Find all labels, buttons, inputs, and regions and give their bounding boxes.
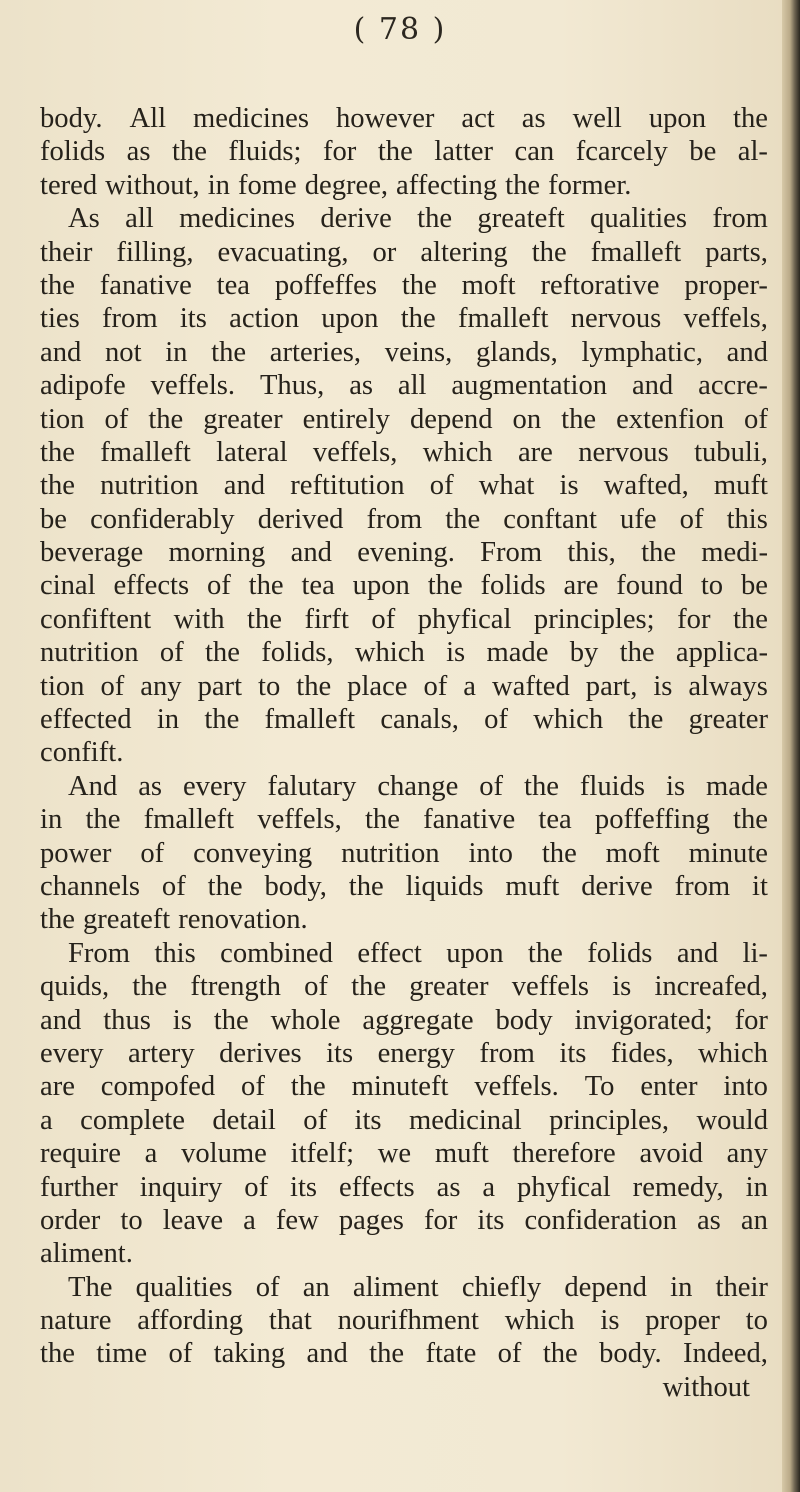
- text-line: the nutrition and reftitution of what is wafted, muft: [40, 470, 768, 502]
- text-line: And as every falutary change of the fluids is made: [68, 770, 768, 802]
- page-number: ( 78 ): [353, 12, 447, 47]
- text-line: quids, the ftrength of the greater veffels is increafed,: [40, 971, 768, 1003]
- text-line: require a volume itfelf; we muft therefore avoid any: [40, 1138, 768, 1170]
- text-line: a complete detail of its medicinal principles, would: [40, 1104, 768, 1136]
- catchword: without: [662, 1371, 750, 1403]
- body-text: [40, 102, 768, 1404]
- text-line: further inquiry of its effects as a phyfical remedy, in: [40, 1171, 768, 1203]
- text-line: channels of the body, the liquids muft derive from it: [40, 870, 768, 902]
- text-line: nutrition of the folids, which is made by the applica-: [40, 637, 768, 669]
- text-line: and thus is the whole aggregate body invigorated; for: [40, 1004, 768, 1036]
- text-line: nature affording that nourifhment which is proper to: [40, 1305, 768, 1337]
- text-line: body. All medicines however act as well upon the: [40, 103, 768, 134]
- text-line: confift.: [40, 737, 124, 769]
- text-line: the time of taking and the ftate of the body. Indeed,: [40, 1338, 768, 1370]
- text-line: the fanative tea poffeffes the moft reftorative proper-: [40, 269, 768, 301]
- book-spine-edge: [782, 0, 800, 1492]
- text-line: effected in the fmalleft canals, of which the greater: [40, 704, 768, 736]
- text-line: are compofed of the minuteft veffels. To enter into: [40, 1071, 768, 1103]
- text-line: aliment.: [40, 1238, 133, 1270]
- text-line: tion of the greater entirely depend on the extenfion of: [40, 403, 768, 435]
- text-line: every artery derives its energy from its fides, which: [40, 1037, 768, 1069]
- text-line: tion of any part to the place of a wafted part, is always: [40, 670, 768, 702]
- text-line: their filling, evacuating, or altering the fmalleft parts,: [40, 236, 768, 268]
- text-line: power of conveying nutrition into the moft minute: [40, 837, 768, 869]
- text-line: beverage morning and evening. From this, the medi-: [40, 537, 768, 569]
- text-line: cinal effects of the tea upon the folids are found to be: [40, 570, 768, 602]
- text-line: ties from its action upon the fmalleft nervous veffels,: [40, 303, 768, 335]
- text-line: the fmalleft lateral veffels, which are nervous tubuli,: [40, 436, 768, 468]
- text-line: As all medicines derive the greateft qualities from: [68, 203, 768, 235]
- text-line: The qualities of an aliment chiefly depend in their: [68, 1271, 768, 1303]
- text-line: adipofe veffels. Thus, as all augmentation and accre-: [40, 370, 768, 402]
- text-line: folids as the fluids; for the latter can fcarcely be al-: [40, 136, 768, 168]
- text-line: the greateft renovation.: [40, 904, 308, 936]
- text-line: order to leave a few pages for its confideration as an: [40, 1204, 768, 1236]
- text-line: be confiderably derived from the conftant ufe of this: [40, 503, 768, 535]
- text-line: From this combined effect upon the folids and li-: [68, 937, 768, 969]
- text-line: and not in the arteries, veins, glands, lymphatic, and: [40, 336, 768, 368]
- text-line: confiftent with the firft of phyfical principles; for the: [40, 603, 768, 635]
- text-line: tered without, in fome degree, affecting the former.: [40, 169, 632, 201]
- text-line: in the fmalleft veffels, the fanative tea poffeffing the: [40, 804, 768, 836]
